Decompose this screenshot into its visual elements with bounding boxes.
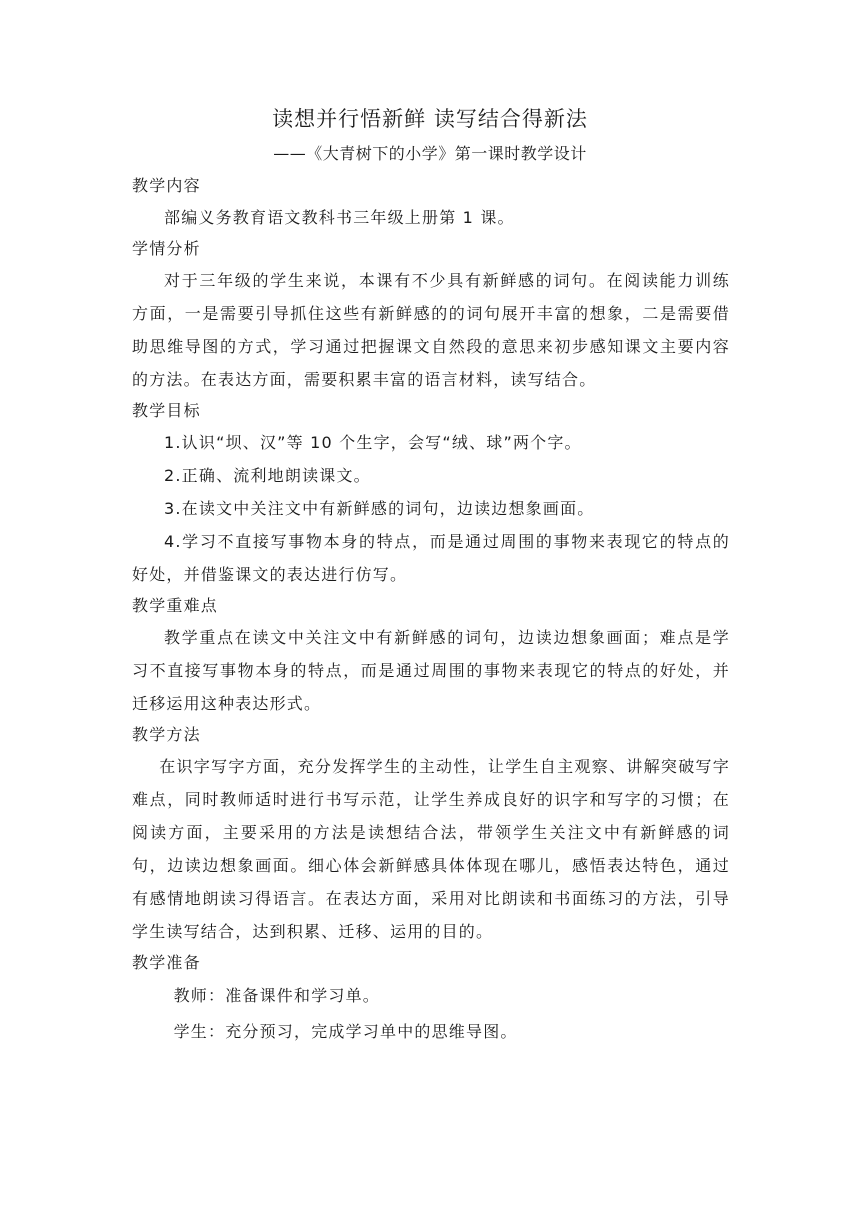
section-teaching-methods xyxy=(132,720,730,948)
section-teaching-goals xyxy=(132,396,730,591)
preparation-item-teacher: 教师：准备课件和学习单。 xyxy=(173,986,380,1005)
section-heading: 教学准备 xyxy=(132,953,201,972)
document-title: 读想并行悟新鲜 读写结合得新法 xyxy=(272,107,588,131)
section-heading: 教学方法 xyxy=(132,725,201,744)
section-teaching-content xyxy=(132,171,730,234)
section-teaching-preparation xyxy=(132,948,730,1050)
section-key-difficulties xyxy=(132,591,730,720)
section-paragraph: 对于三年级的学生来说，本课有不少具有新鲜感的词句。在阅读能力训练方面，一是需要引导抓住这些有新鲜感的的词句展开丰富的想象，二是需要借助思维导图的方式，学习通过把握课文自然段的意思来初步感知课文主要内容的方法。在表达方面，需要积累丰富的语言材料，读写结合。 xyxy=(132,271,730,389)
section-heading: 教学目标 xyxy=(132,401,201,420)
goal-item: 2.正确、流利地朗读课文。 xyxy=(164,466,371,485)
section-heading: 学情分析 xyxy=(132,239,201,258)
goal-item: 4.学习不直接写事物本身的特点，而是通过周围的事物来表现它的特点的好处，并借鉴课文的表达进行仿写。 xyxy=(132,532,730,584)
section-paragraph: 在识字写字方面，充分发挥学生的主动性，让学生自主观察、讲解突破写字难点，同时教师适时进行书写示范，让学生养成良好的识字和写字的习惯；在阅读方面，主要采用的方法是读想结合法，带领学生关注文中有新鲜感的词句，边读边想象画面。细心体会新鲜感具体体现在哪儿，感悟表达特色，通过有感情地朗读习得语言。在表达方面，采用对比朗读和书面练习的方法，引导学生读写结合，达到积累、迁移、运用的目的。 xyxy=(132,757,730,941)
section-heading: 教学内容 xyxy=(132,176,201,195)
document-subtitle: ——《大青树下的小学》第一课时教学设计 xyxy=(273,144,587,163)
section-paragraph: 教学重点在读文中关注文中有新鲜感的词句，边读边想象画面；难点是学习不直接写事物本身的特点，而是通过周围的事物来表现它的特点的好处，并迁移运用这种表达形式。 xyxy=(132,628,730,713)
goal-item: 3.在读文中关注文中有新鲜感的词句，边读边想象画面。 xyxy=(164,499,595,518)
section-paragraph: 部编义务教育语文教科书三年级上册第 1 课。 xyxy=(164,208,515,227)
goal-item: 1.认识“坝、汉”等 10 个生字，会写“绒、球”两个字。 xyxy=(164,433,582,452)
preparation-item-student: 学生：充分预习，完成学习单中的思维导图。 xyxy=(173,1022,518,1041)
document-body xyxy=(132,171,730,1050)
section-student-analysis xyxy=(132,234,730,396)
section-heading: 教学重难点 xyxy=(132,596,219,615)
